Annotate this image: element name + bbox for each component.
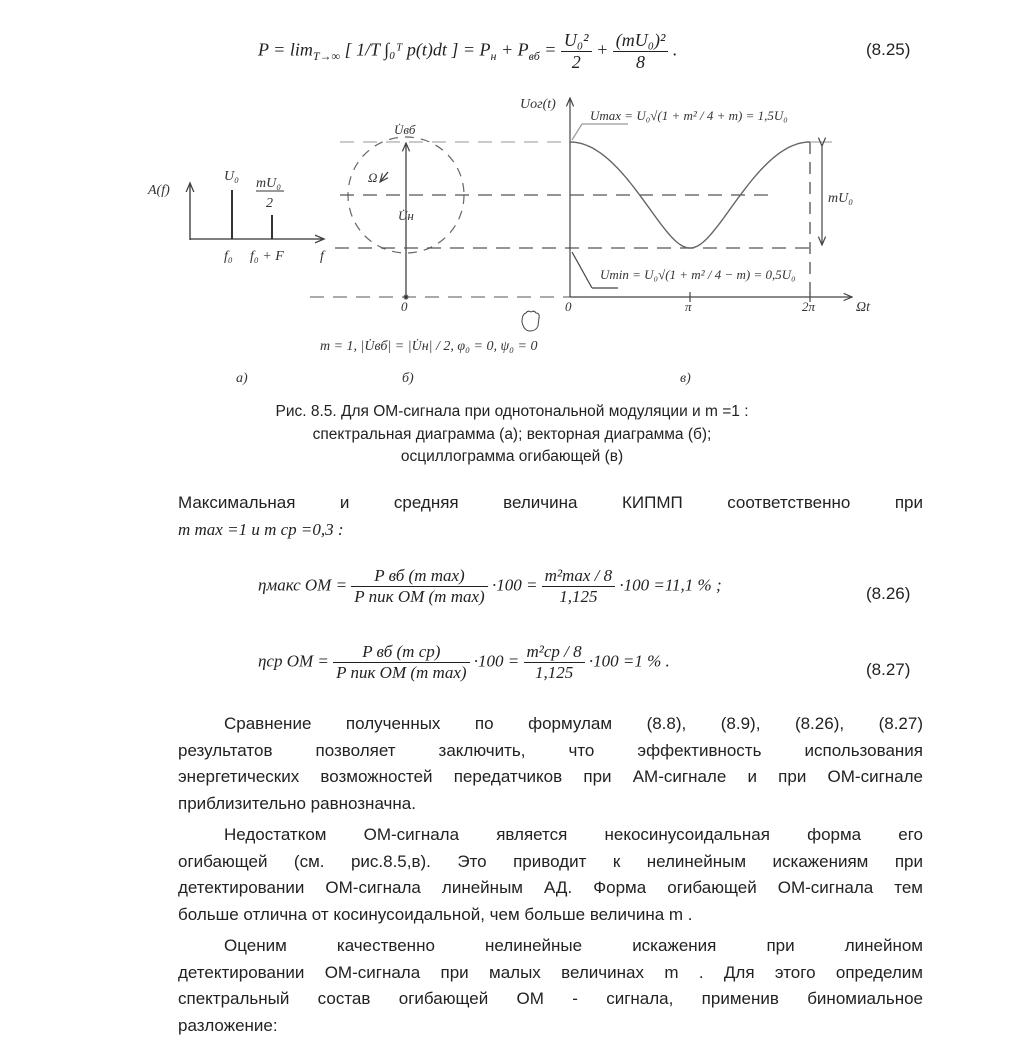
x-tick-0: 0 bbox=[565, 299, 572, 314]
paragraph-4 bbox=[178, 933, 923, 1039]
lim-subscript: T→∞ bbox=[313, 49, 340, 63]
text-line: энергетических возможностей передатчиков при АМ-сигнале и при ОМ-сигнале bbox=[178, 764, 923, 791]
omega-label: Ω bbox=[368, 170, 377, 185]
eq-result: ·100 =11,1 % ; bbox=[619, 575, 721, 594]
denominator: 2 bbox=[561, 52, 592, 73]
figure-conditions: m = 1, |U̇вб| = |U̇н| / 2, φ₀ = 0, ψ₀ = 0 bbox=[320, 338, 537, 354]
eq-integral: [ 1/T ∫₀ᵀ p(t)dt ] bbox=[345, 40, 459, 60]
carrier-label: U₀ bbox=[224, 169, 239, 184]
denominator: P пик ОМ (m max) bbox=[333, 663, 469, 683]
paragraph-2 bbox=[178, 711, 923, 817]
numerator: P вб (m cp) bbox=[333, 642, 469, 663]
paragraph-1 bbox=[178, 490, 923, 543]
vector-top-label: U̇вб bbox=[394, 122, 416, 137]
numerator: (mU₀)² bbox=[613, 30, 669, 52]
fraction bbox=[524, 642, 585, 683]
x-tick-f0: f₀ bbox=[224, 249, 233, 264]
denominator: 8 bbox=[613, 52, 669, 73]
subscript: н bbox=[491, 49, 497, 63]
eq-lhs: ηмакс ОМ = bbox=[258, 575, 347, 594]
eq-lhs: ηcp ОМ = bbox=[258, 651, 329, 670]
sideband-label-num: mU₀ bbox=[256, 176, 281, 191]
denominator: 1,125 bbox=[542, 587, 615, 607]
sublabel-b: б) bbox=[402, 371, 414, 386]
hand-cursor-icon bbox=[522, 311, 539, 331]
equation-number: (8.26) bbox=[866, 584, 910, 604]
text-line: m max =1 и m cp =0,3 : bbox=[178, 517, 923, 544]
denominator: P пик ОМ (m max) bbox=[351, 587, 487, 607]
equation-8-27 bbox=[258, 642, 670, 683]
eq-end: . bbox=[673, 40, 678, 60]
vector-origin: 0 bbox=[401, 299, 408, 314]
subscript: вб bbox=[529, 49, 540, 63]
umin-leader bbox=[572, 252, 592, 288]
equation-8-25: $P = \lim_{T\to\infty}$ [ 1/T ∫₀ᵀ p(t)dt ] = $P_н + P_{вб}$ = $\frac{\text{U₀²}}{2}$ + $\frac{\text{(mU₀)²}}{8}$ . bbox=[258, 30, 677, 73]
numerator: P вб (m max) bbox=[351, 566, 487, 587]
span-label: mU₀ bbox=[828, 191, 853, 206]
x-tick-2pi: 2π bbox=[802, 299, 816, 314]
eq-result: ·100 =1 % . bbox=[589, 651, 670, 670]
equation-8-26 bbox=[258, 566, 722, 607]
caption-line: Рис. 8.5. Для ОМ-сигнала при однотональной модуляции и m =1 : bbox=[212, 401, 812, 424]
text-line: детектировании ОМ-сигнала линейным АД. Форма огибающей ОМ-сигнала тем bbox=[178, 875, 923, 902]
x-tick-f0-plus-f: f₀ + F bbox=[250, 249, 284, 264]
text-line: огибающей (см. рис.8.5,в). Это приводит к нелинейным искажениям при bbox=[178, 849, 923, 876]
text-line: Сравнение полученных по формулам (8.8), (8.9), (8.26), (8.27) bbox=[178, 711, 923, 738]
eq-mul: ·100 = bbox=[474, 651, 519, 670]
numerator: m²cp / 8 bbox=[524, 642, 585, 663]
denominator: 1,125 bbox=[524, 663, 585, 683]
eq-plus: + P bbox=[497, 40, 529, 60]
eq-mid: = P bbox=[463, 40, 491, 60]
numerator: U₀² bbox=[561, 30, 592, 52]
osc-y-label: Uог(t) bbox=[520, 97, 556, 112]
umin-formula: Umin = U₀√(1 + m² / 4 − m) = 0,5U₀ bbox=[600, 267, 796, 282]
numerator: m²max / 8 bbox=[542, 566, 615, 587]
text-line: Недостатком ОМ-сигнала является некосинусоидальная форма его bbox=[178, 822, 923, 849]
text-line: Максимальная и средняя величина КИПМП соответственно при bbox=[178, 490, 923, 517]
text-line: разложение: bbox=[178, 1013, 923, 1039]
umax-formula: Umax = U₀√(1 + m² / 4 + m) = 1,5U₀ bbox=[590, 108, 788, 123]
figure-8-5 bbox=[0, 0, 1024, 400]
equation-number: (8.27) bbox=[866, 660, 910, 680]
eq-sign: = bbox=[540, 40, 561, 60]
figure-caption bbox=[212, 401, 812, 469]
x-tick-pi: π bbox=[685, 299, 692, 314]
text-line: спектральный состав огибающей ОМ - сигнала, применив биномиальное bbox=[178, 986, 923, 1013]
spectrum-x-label: f bbox=[320, 249, 326, 264]
fraction bbox=[333, 642, 469, 683]
text-line: больше отлична от косинусоидальной, чем больше величина m . bbox=[178, 902, 923, 929]
caption-line: осциллограмма огибающей (в) bbox=[212, 446, 812, 469]
spectrum-diagram bbox=[190, 183, 324, 240]
vector-mid-label: U̇н bbox=[398, 208, 414, 223]
fraction bbox=[351, 566, 487, 607]
paragraph-3 bbox=[178, 822, 923, 928]
eq-lhs: P = lim bbox=[258, 40, 313, 60]
sublabel-a: а) bbox=[236, 371, 248, 386]
spectrum-y-label: A(f) bbox=[147, 183, 170, 198]
text-line: результатов позволяет заключить, что эффективность использования bbox=[178, 738, 923, 765]
arrow-omega bbox=[380, 172, 388, 182]
eq-mul: ·100 = bbox=[492, 575, 537, 594]
sideband-label-den: 2 bbox=[266, 196, 273, 211]
sublabel-v: в) bbox=[680, 371, 691, 386]
fraction bbox=[542, 566, 615, 607]
equation-number: (8.25) bbox=[866, 40, 910, 60]
umax-leader bbox=[572, 124, 582, 140]
caption-line: спектральная диаграмма (а); векторная диаграмма (б); bbox=[212, 424, 812, 447]
text-line: Оценим качественно нелинейные искажения при линейном bbox=[178, 933, 923, 960]
osc-x-label: Ωt bbox=[856, 300, 871, 315]
text-line: детектировании ОМ-сигнала при малых величинах m . Для этого определим bbox=[178, 960, 923, 987]
text-line: приблизительно равнозначна. bbox=[178, 791, 923, 818]
